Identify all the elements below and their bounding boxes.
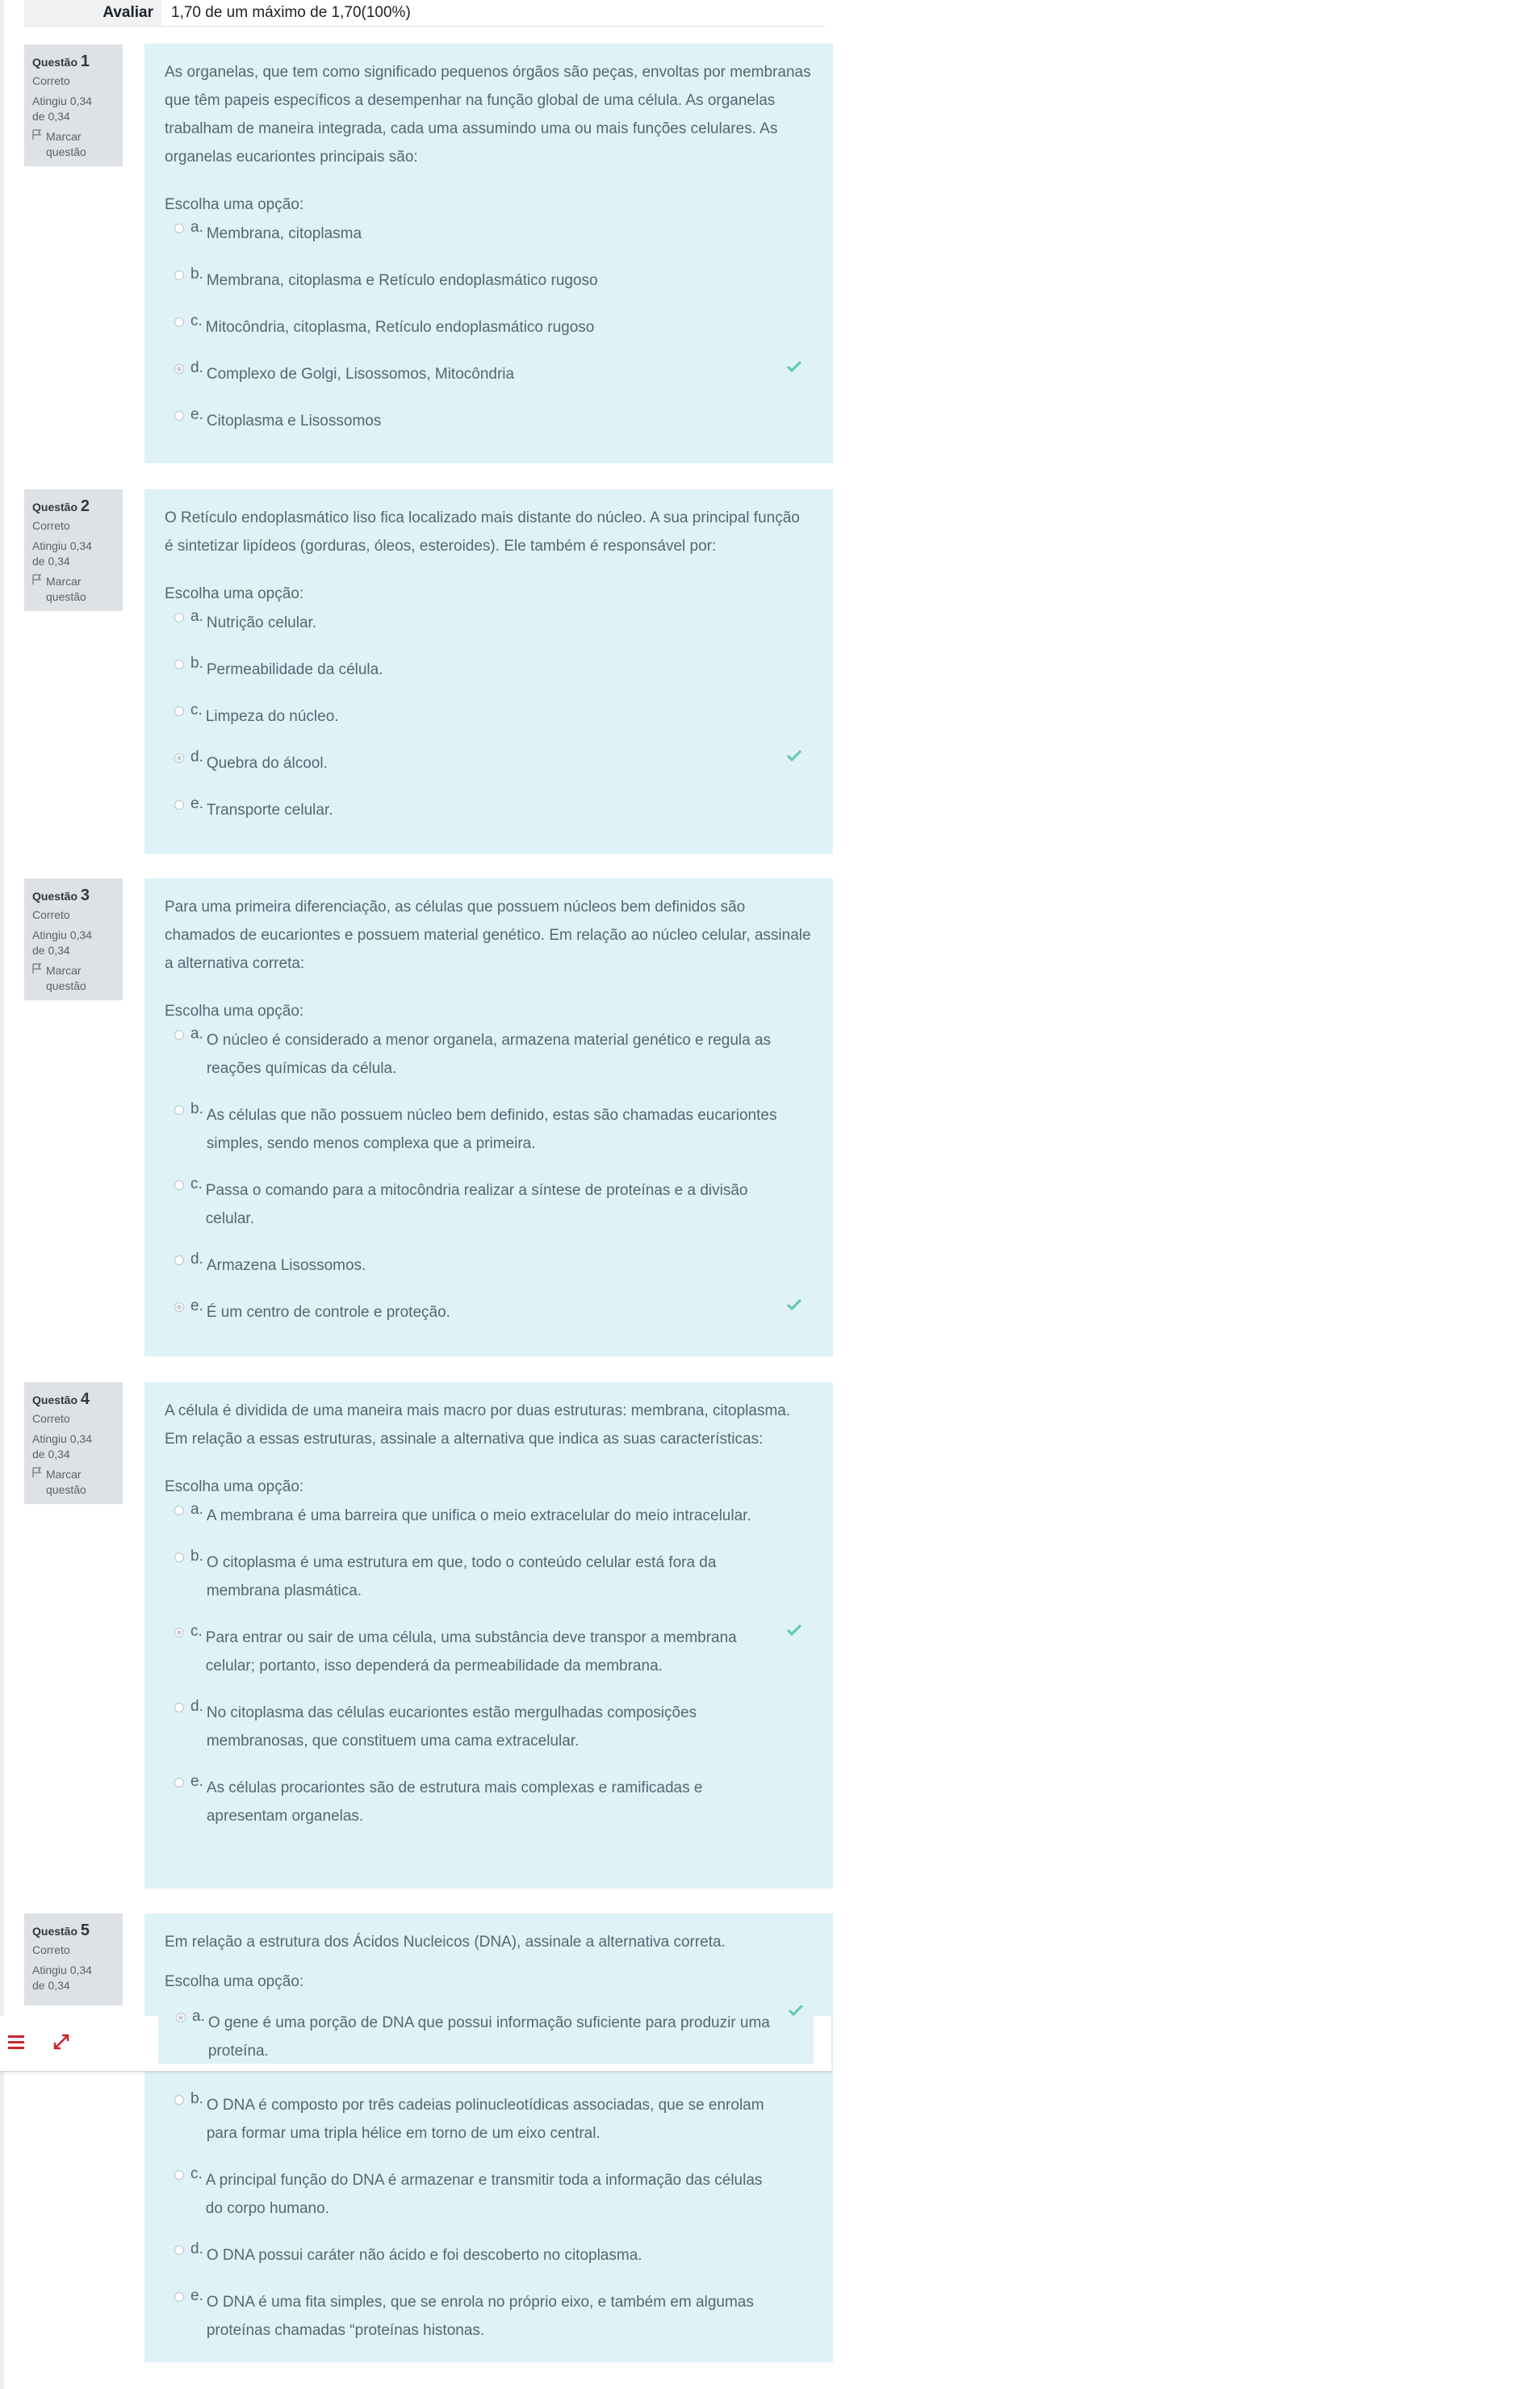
radio-button[interactable] — [174, 706, 184, 716]
question-state: Correto — [32, 74, 70, 87]
grade-label: Avaliar — [24, 0, 161, 26]
answer-option-d[interactable]: d. Complexo de Golgi, Lisossomos, Mitocôndria — [165, 360, 812, 388]
question-text: A célula é dividida de uma maneira mais macro por duas estruturas: membrana, citoplasma. Em relação a essas estruturas, assinale a alternativa que indica as suas características: — [165, 1402, 791, 1448]
question-state: Correto — [32, 908, 70, 921]
answer-list — [165, 1026, 812, 1327]
question-grade: Atingiu 0,34 de 0,34 — [32, 94, 92, 123]
question-state: Correto — [32, 1943, 70, 1956]
radio-button[interactable] — [174, 2292, 184, 2302]
question-info-2 — [24, 489, 123, 611]
answer-list — [165, 220, 812, 435]
radio-button[interactable] — [174, 2245, 184, 2255]
radio-button[interactable] — [174, 800, 184, 810]
flag-question-link[interactable]: Marcar questão — [32, 963, 115, 994]
question-grade: Atingiu 0,34 de 0,34 — [32, 928, 92, 957]
menu-icon[interactable] — [6, 2034, 26, 2054]
check-icon — [786, 749, 802, 766]
radio-button[interactable] — [174, 1703, 184, 1712]
question-info-4 — [24, 1382, 123, 1504]
flag-question-link[interactable]: Marcar questão — [32, 574, 115, 605]
choose-option-label: Escolha uma opção: — [165, 1003, 304, 1020]
question-grade: Atingiu 0,34 de 0,34 — [32, 1964, 92, 1992]
flag-icon — [32, 1467, 44, 1498]
answer-option-e[interactable]: e. As células procariontes são de estrutura mais complexas e ramificadas e apresentam organelas. — [165, 1774, 812, 1830]
answer-option-d[interactable]: d. Quebra do álcool. — [165, 749, 812, 777]
radio-button-selected[interactable] — [174, 1302, 184, 1312]
radio-button-selected[interactable] — [174, 753, 184, 763]
grade-value: 1,70 de um máximo de 1,70(100%) — [171, 4, 411, 21]
question-info-3 — [24, 878, 123, 1000]
answer-option-c[interactable]: c. Para entrar ou sair de uma célula, uma substância deve transpor a membrana celular; portanto, isso dependerá da permeabilidade da membrana. — [165, 1624, 812, 1680]
question-number: Questão 2 — [32, 497, 90, 515]
flag-icon — [32, 963, 44, 994]
answer-option-b[interactable]: b. O citoplasma é uma estrutura em que, todo o conteúdo celular está fora da membrana plasmática. — [165, 1549, 812, 1605]
question-info-5 — [24, 1913, 123, 2006]
question-number: Questão 5 — [32, 1922, 90, 1939]
answer-option-b[interactable]: b. Permeabilidade da célula. — [165, 656, 812, 684]
flag-icon — [32, 574, 44, 605]
radio-button[interactable] — [174, 1105, 184, 1115]
answer-option-e[interactable]: e. Citoplasma e Lisossomos — [165, 407, 812, 435]
radio-button[interactable] — [174, 1506, 184, 1515]
answer-option-a-popup[interactable] — [158, 2004, 814, 2064]
answer-option-c[interactable]: c. A principal função do DNA é armazenar e transmitir toda a informação das células do corpo humano. — [165, 2166, 812, 2223]
radio-button[interactable] — [174, 1778, 184, 1788]
question-text: O Retículo endoplasmático liso fica localizado mais distante do núcleo. A sua principal função é sintetizar lipídeos (gorduras, óleos, esteroides). Ele também é responsável por: — [165, 509, 800, 555]
question-text: As organelas, que tem como significado pequenos órgãos são peças, envoltas por membranas que têm papeis específicos a desempenhar na função global de uma célula. As organelas trabalham de maneira integrada, cada uma assumindo uma ou mais funções celulares. As organelas eucariontes principais são: — [165, 64, 811, 166]
check-icon — [788, 2004, 804, 2021]
question-grade: Atingiu 0,34 de 0,34 — [32, 1432, 92, 1461]
answer-option-a[interactable]: a. O gene é uma porção de DNA que possui informação suficiente para produzir uma proteína. — [158, 2004, 814, 2065]
radio-button[interactable] — [174, 1180, 184, 1190]
radio-button[interactable] — [174, 411, 184, 421]
radio-button[interactable] — [174, 660, 184, 669]
check-icon — [786, 1298, 802, 1315]
answer-option-e[interactable]: e. É um centro de controle e proteção. — [165, 1298, 812, 1327]
flag-question-link[interactable]: Marcar questão — [32, 1467, 115, 1498]
answer-option-b[interactable]: b. O DNA é composto por três cadeias polinucleotídicas associadas, que se enrolam para formar uma tripla hélice em torno de um eixo central. — [165, 2091, 812, 2148]
flag-question-link[interactable]: Marcar questão — [32, 129, 115, 160]
question-state: Correto — [32, 519, 70, 532]
answer-option-b[interactable]: b. Membrana, citoplasma e Retículo endoplasmático rugoso — [165, 266, 812, 295]
expand-icon[interactable] — [52, 2032, 71, 2056]
choose-option-label: Escolha uma opção: — [165, 1973, 304, 1990]
attempt-summary-row — [24, 0, 825, 27]
answer-option-e[interactable]: e. O DNA é uma fita simples, que se enrola no próprio eixo, e também em algumas proteínas chamadas “proteínas histonas. — [165, 2288, 812, 2345]
question-content-3 — [144, 878, 833, 1356]
radio-button-selected[interactable] — [176, 2013, 186, 2022]
answer-option-e[interactable]: e. Transporte celular. — [165, 796, 812, 824]
choose-option-label: Escolha uma opção: — [165, 585, 304, 602]
radio-button[interactable] — [174, 1553, 184, 1562]
check-icon — [786, 360, 802, 377]
answer-option-a[interactable]: a. Nutrição celular. — [165, 609, 812, 637]
question-number: Questão 1 — [32, 52, 90, 70]
question-text: Em relação a estrutura dos Ácidos Nucleicos (DNA), assinale a alternativa correta. — [165, 1934, 726, 1951]
question-content-5 — [144, 1913, 833, 2362]
radio-button-selected[interactable] — [174, 1628, 184, 1637]
answer-option-b[interactable]: b. As células que não possuem núcleo bem definido, estas são chamadas eucariontes simples, sendo menos complexa que a primeira. — [165, 1101, 812, 1158]
radio-button[interactable] — [174, 613, 184, 622]
choose-option-label: Escolha uma opção: — [165, 196, 304, 213]
answer-list — [165, 609, 812, 824]
question-text: Para uma primeira diferenciação, as células que possuem núcleos bem definidos são chamados de eucariontes e possuem material genético. Em relação ao núcleo celular, assinale a alternativa correta: — [165, 899, 811, 972]
radio-button[interactable] — [174, 270, 184, 280]
radio-button[interactable] — [174, 224, 184, 233]
answer-option-d[interactable]: d. O DNA possui caráter não ácido e foi descoberto no citoplasma. — [165, 2241, 812, 2270]
answer-option-a[interactable]: a. O núcleo é considerado a menor organela, armazena material genético e regula as reações químicas da célula. — [165, 1026, 812, 1083]
question-content-1 — [144, 44, 833, 463]
answer-option-c[interactable]: c. Passa o comando para a mitocôndria realizar a síntese de proteínas e a divisão celular. — [165, 1176, 812, 1233]
answer-list — [165, 1502, 812, 1830]
question-state: Correto — [32, 1412, 70, 1425]
radio-button[interactable] — [174, 2095, 184, 2105]
answer-option-c[interactable]: c. Mitocôndria, citoplasma, Retículo endoplasmático rugoso — [165, 313, 812, 342]
question-number: Questão 4 — [32, 1390, 90, 1408]
answer-option-a[interactable]: a. A membrana é uma barreira que unifica o meio extracelular do meio intracelular. — [165, 1502, 812, 1530]
check-icon — [786, 1624, 802, 1641]
answer-option-c[interactable]: c. Limpeza do núcleo. — [165, 702, 812, 731]
radio-button[interactable] — [174, 1255, 184, 1265]
choose-option-label: Escolha uma opção: — [165, 1478, 304, 1495]
answer-option-a[interactable]: a. Membrana, citoplasma — [165, 220, 812, 248]
question-content-2 — [144, 489, 833, 854]
radio-button[interactable] — [174, 1030, 184, 1040]
radio-button[interactable] — [174, 317, 184, 327]
question-content-4 — [144, 1382, 833, 1888]
question-info-1 — [24, 44, 123, 166]
answer-option-d[interactable]: d. Armazena Lisossomos. — [165, 1251, 812, 1280]
answer-option-d[interactable]: d. No citoplasma das células eucariontes estão mergulhadas composições membranosas, que constituem uma cama extracelular. — [165, 1699, 812, 1755]
radio-button-selected[interactable] — [174, 364, 184, 374]
question-number: Questão 3 — [32, 886, 90, 904]
question-grade: Atingiu 0,34 de 0,34 — [32, 539, 92, 568]
flag-icon — [32, 129, 44, 160]
radio-button[interactable] — [174, 2170, 184, 2180]
